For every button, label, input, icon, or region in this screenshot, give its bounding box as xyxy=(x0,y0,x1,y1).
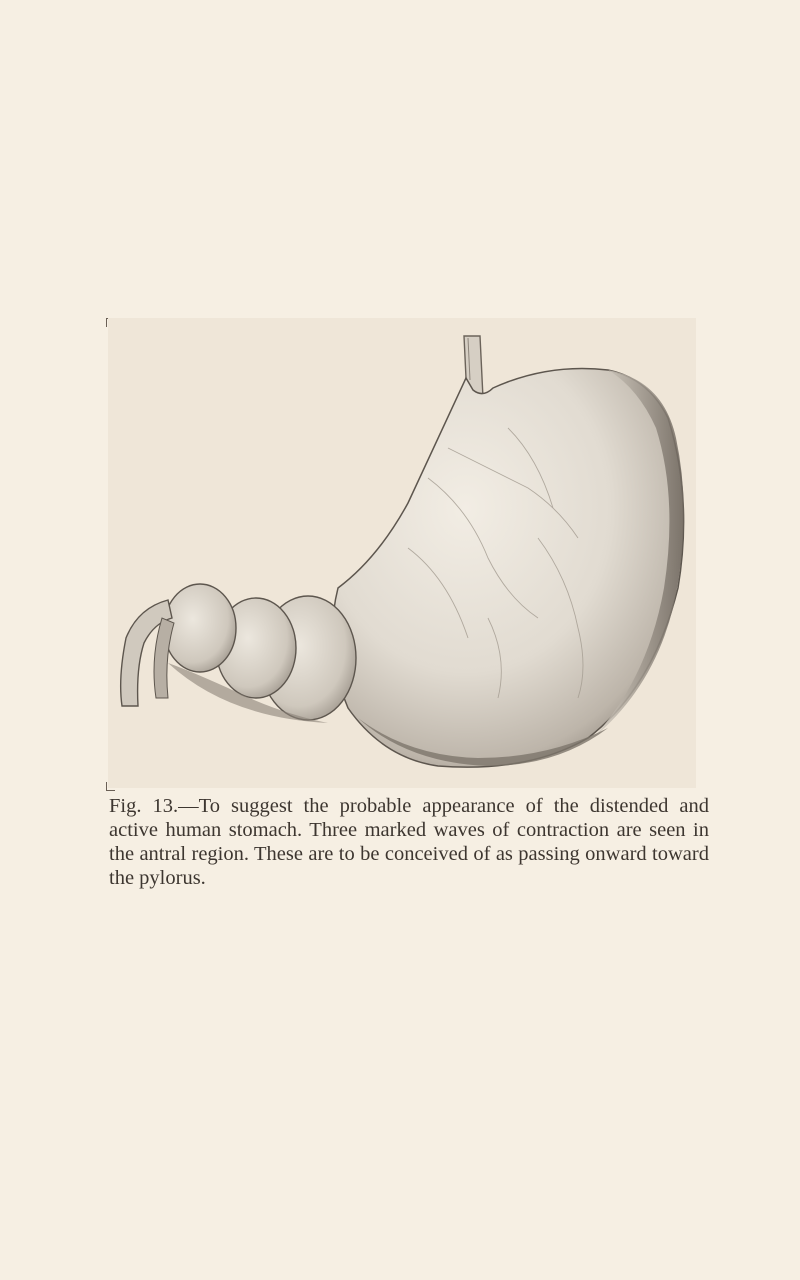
figure-caption xyxy=(109,794,709,890)
stomach-illustration xyxy=(108,318,696,788)
figure-caption-text: —To suggest the probable appearance of the distended and active human stomach. Three marked waves of contraction are seen in the antral region. These are to be conceived of as passing onward toward the pylorus. xyxy=(109,795,709,889)
antral-wave xyxy=(164,584,236,672)
figure-label: Fig. 13. xyxy=(109,795,179,817)
figure-plate xyxy=(108,318,696,788)
